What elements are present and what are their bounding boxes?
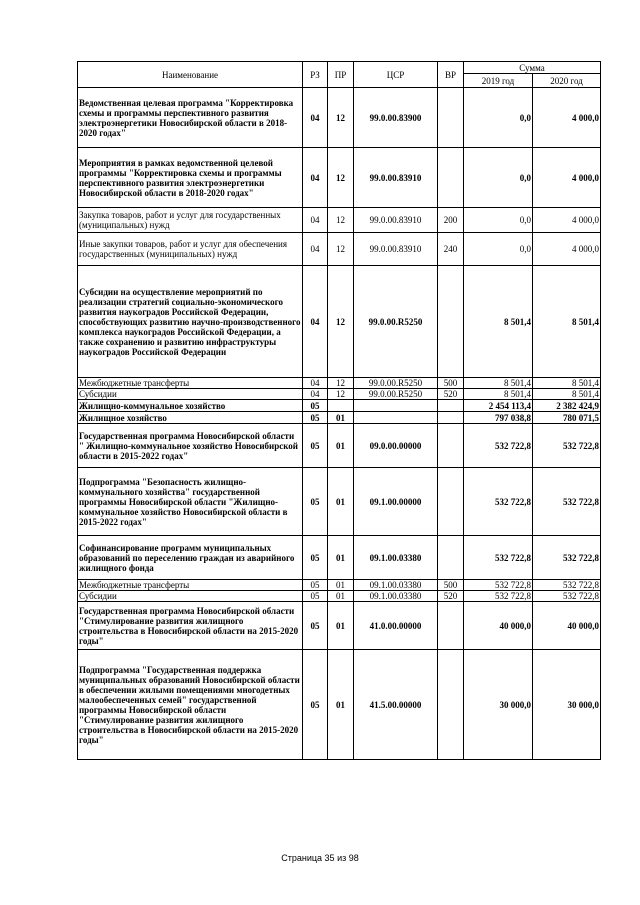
row-rz: 04 <box>303 233 328 266</box>
row-value-2019: 532 722,8 <box>464 536 533 580</box>
table-row <box>78 468 601 536</box>
row-rz: 05 <box>303 400 328 412</box>
row-pr: 12 <box>328 148 354 208</box>
row-csr: 09.1.00.03380 <box>354 536 438 580</box>
row-vr <box>438 400 464 412</box>
row-value-2020: 532 722,8 <box>533 536 601 580</box>
table-row <box>78 412 601 424</box>
table-row <box>78 536 601 580</box>
row-value-2020: 4 000,0 <box>533 88 601 148</box>
row-value-2020: 8 501,4 <box>533 378 601 389</box>
row-name: Софинансирование программ муниципальных образований по переселению граждан из аварийного жилищного фонда <box>78 536 303 580</box>
row-pr: 12 <box>328 233 354 266</box>
row-name: Межбюджетные трансферты <box>78 580 303 591</box>
row-value-2019: 532 722,8 <box>464 424 533 468</box>
table-row <box>78 424 601 468</box>
row-vr: 520 <box>438 389 464 400</box>
row-vr <box>438 468 464 536</box>
header-year-2019: 2019 год <box>464 74 533 88</box>
table-row <box>78 400 601 412</box>
row-csr: 41.0.00.00000 <box>354 602 438 650</box>
row-vr: 520 <box>438 591 464 602</box>
row-name: Жилищно-коммунальное хозяйство <box>78 400 303 412</box>
table-body <box>78 88 601 760</box>
row-rz: 05 <box>303 468 328 536</box>
row-csr: 09.1.00.00000 <box>354 468 438 536</box>
row-vr: 500 <box>438 580 464 591</box>
header-vr: ВР <box>438 62 464 88</box>
row-value-2020: 780 071,5 <box>533 412 601 424</box>
header-csr: ЦСР <box>354 62 438 88</box>
table-row <box>78 591 601 602</box>
row-pr: 01 <box>328 591 354 602</box>
header-year-2020: 2020 год <box>533 74 601 88</box>
row-value-2020: 8 501,4 <box>533 389 601 400</box>
row-csr: 09.1.00.03380 <box>354 580 438 591</box>
row-value-2020: 532 722,8 <box>533 591 601 602</box>
row-value-2019: 532 722,8 <box>464 580 533 591</box>
row-value-2020: 4 000,0 <box>533 148 601 208</box>
header-name: Наименование <box>78 62 303 88</box>
table-row <box>78 208 601 233</box>
row-value-2020: 4 000,0 <box>533 233 601 266</box>
row-rz: 04 <box>303 389 328 400</box>
row-value-2019: 8 501,4 <box>464 389 533 400</box>
row-value-2019: 797 038,8 <box>464 412 533 424</box>
row-vr <box>438 266 464 378</box>
row-value-2019: 8 501,4 <box>464 378 533 389</box>
row-csr: 99.0.00.83910 <box>354 233 438 266</box>
row-pr: 01 <box>328 412 354 424</box>
row-pr: 12 <box>328 378 354 389</box>
row-name: Межбюджетные трансферты <box>78 378 303 389</box>
row-pr: 12 <box>328 208 354 233</box>
row-value-2020: 30 000,0 <box>533 650 601 760</box>
row-value-2019: 532 722,8 <box>464 468 533 536</box>
row-pr: 01 <box>328 580 354 591</box>
row-value-2020: 532 722,8 <box>533 468 601 536</box>
row-csr <box>354 412 438 424</box>
row-name: Подпрограмма "Безопасность жилищно-коммунального хозяйства" государственной программы Новосибирской области "Жилищно-коммунальное хозяйство Новосибирской области в 2015-2022 годах" <box>78 468 303 536</box>
row-rz: 04 <box>303 208 328 233</box>
row-vr <box>438 424 464 468</box>
table-header <box>78 62 601 88</box>
row-name: Иные закупки товаров, работ и услуг для обеспечения государственных (муниципальных) нужд <box>78 233 303 266</box>
row-pr <box>328 400 354 412</box>
row-vr <box>438 88 464 148</box>
row-value-2020: 532 722,8 <box>533 580 601 591</box>
row-value-2019: 532 722,8 <box>464 591 533 602</box>
table-row <box>78 389 601 400</box>
table-row <box>78 580 601 591</box>
row-vr <box>438 650 464 760</box>
row-csr <box>354 400 438 412</box>
row-pr: 12 <box>328 266 354 378</box>
row-value-2020: 532 722,8 <box>533 424 601 468</box>
row-rz: 05 <box>303 580 328 591</box>
row-csr: 99.0.00.83910 <box>354 208 438 233</box>
row-value-2020: 4 000,0 <box>533 208 601 233</box>
table-row <box>78 266 601 378</box>
row-pr: 12 <box>328 88 354 148</box>
row-vr <box>438 602 464 650</box>
row-name: Подпрограмма "Государственная поддержка муниципальных образований Новосибирской области в обеспечении жилыми помещениями многодетных малообеспеченных семей" государственной программы Новосибирской области "Стимулирование развития жилищного строительства в Новосибирской области на 2015-2020 годы" <box>78 650 303 760</box>
row-name: Субсидии <box>78 591 303 602</box>
table-row <box>78 88 601 148</box>
row-rz: 04 <box>303 266 328 378</box>
row-vr: 240 <box>438 233 464 266</box>
row-name: Субсидии <box>78 389 303 400</box>
header-sum: Сумма <box>464 62 601 74</box>
row-rz: 05 <box>303 602 328 650</box>
row-pr: 01 <box>328 650 354 760</box>
row-rz: 05 <box>303 591 328 602</box>
budget-table <box>77 61 601 760</box>
row-csr: 99.0.00.R5250 <box>354 389 438 400</box>
row-csr: 99.0.00.83910 <box>354 148 438 208</box>
row-vr: 500 <box>438 378 464 389</box>
table-row <box>78 233 601 266</box>
table-row <box>78 650 601 760</box>
row-vr <box>438 412 464 424</box>
row-rz: 04 <box>303 148 328 208</box>
row-csr: 41.5.00.00000 <box>354 650 438 760</box>
row-value-2019: 0,0 <box>464 208 533 233</box>
row-value-2020: 8 501,4 <box>533 266 601 378</box>
page-number: Страница 35 из 98 <box>281 853 359 863</box>
table-row <box>78 378 601 389</box>
row-name: Ведомственная целевая программа "Корректировка схемы и программы перспективного развития электроэнергетики Новосибирской области в 2018-2020 годах" <box>78 88 303 148</box>
row-csr: 09.0.00.00000 <box>354 424 438 468</box>
row-rz: 05 <box>303 424 328 468</box>
row-pr: 01 <box>328 536 354 580</box>
row-value-2019: 8 501,4 <box>464 266 533 378</box>
row-value-2019: 2 454 113,4 <box>464 400 533 412</box>
row-rz: 05 <box>303 412 328 424</box>
row-vr <box>438 536 464 580</box>
row-csr: 99.0.00.83900 <box>354 88 438 148</box>
row-rz: 05 <box>303 650 328 760</box>
row-name: Субсидии на осуществление мероприятий по реализации стратегий социально-экономического развития наукоградов Российской Федерации, способствующих развитию научно-производственного комплекса наукоградов Российской Федерации, а также сохранению и развитию инфраструктуры наукоградов Российской Федерации <box>78 266 303 378</box>
row-value-2019: 0,0 <box>464 233 533 266</box>
table-row <box>78 148 601 208</box>
row-csr: 09.1.00.03380 <box>354 591 438 602</box>
table-row <box>78 602 601 650</box>
row-name: Мероприятия в рамках ведомственной целевой программы "Корректировка схемы и программы перспективного развития электроэнергетики Новосибирской области в 2018-2020 годах" <box>78 148 303 208</box>
row-name: Государственная программа Новосибирской области "Стимулирование развития жилищного строительства в Новосибирской области на 2015-2020 годы" <box>78 602 303 650</box>
row-name: Государственная программа Новосибирской области " Жилищно-коммунальное хозяйство Новосибирской области в 2015-2022 годах" <box>78 424 303 468</box>
row-pr: 12 <box>328 389 354 400</box>
row-name: Закупка товаров, работ и услуг для государственных (муниципальных) нужд <box>78 208 303 233</box>
row-pr: 01 <box>328 424 354 468</box>
row-rz: 04 <box>303 378 328 389</box>
row-value-2020: 40 000,0 <box>533 602 601 650</box>
row-rz: 04 <box>303 88 328 148</box>
row-pr: 01 <box>328 468 354 536</box>
row-csr: 99.0.00.R5250 <box>354 266 438 378</box>
row-value-2019: 40 000,0 <box>464 602 533 650</box>
row-value-2019: 0,0 <box>464 88 533 148</box>
header-pr: ПР <box>328 62 354 88</box>
row-csr: 99.0.00.R5250 <box>354 378 438 389</box>
header-rz: РЗ <box>303 62 328 88</box>
row-vr <box>438 148 464 208</box>
row-value-2019: 30 000,0 <box>464 650 533 760</box>
row-pr: 01 <box>328 602 354 650</box>
row-value-2019: 0,0 <box>464 148 533 208</box>
row-vr: 200 <box>438 208 464 233</box>
row-name: Жилищное хозяйство <box>78 412 303 424</box>
row-value-2020: 2 382 424,9 <box>533 400 601 412</box>
row-rz: 05 <box>303 536 328 580</box>
